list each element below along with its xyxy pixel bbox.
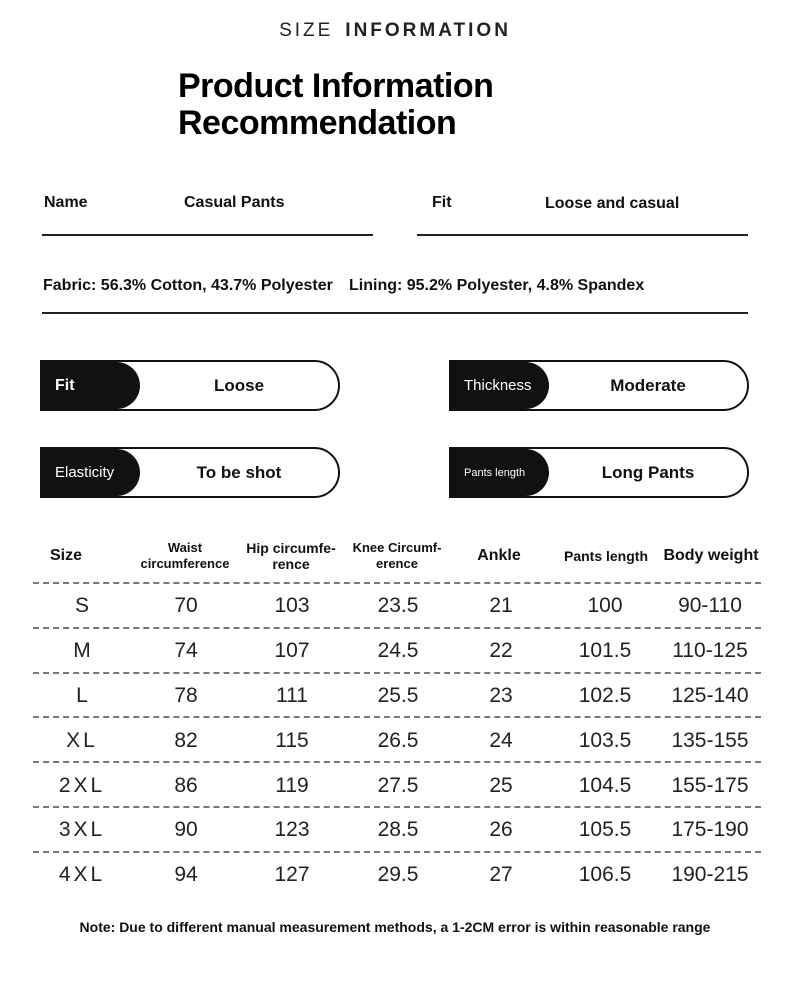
attribute-thickness — [449, 360, 749, 411]
cell-body-weight: 190-215 — [671, 863, 749, 887]
attribute-fit — [40, 360, 340, 411]
cell-waist: 94 — [174, 863, 198, 887]
cell-pants-length: 100 — [587, 594, 623, 618]
cell-ankle: 25 — [489, 773, 513, 797]
cell-size: 3XL — [58, 818, 106, 842]
cell-knee: 24.5 — [377, 639, 419, 663]
title-line-1: Product Information — [178, 67, 494, 105]
fabric-info — [42, 266, 748, 314]
lining-text: Lining: 95.2% Polyester, 4.8% Spandex — [349, 277, 645, 294]
table-header — [33, 530, 761, 582]
cell-pants-length: 106.5 — [578, 863, 632, 887]
cell-ankle: 21 — [489, 594, 513, 618]
cell-waist: 82 — [174, 728, 198, 752]
header-knee: Knee Circumf- erence — [352, 540, 442, 571]
attribute-value: Loose — [213, 375, 265, 395]
cell-knee: 26.5 — [377, 728, 419, 752]
cell-body-weight: 135-155 — [671, 728, 749, 752]
attribute-value: To be shot — [196, 462, 282, 482]
attribute-label: Fit — [42, 362, 140, 409]
cell-knee: 28.5 — [377, 818, 419, 842]
cell-size: M — [73, 639, 91, 663]
header-information-word: INFORMATION — [345, 20, 511, 41]
cell-hip: 107 — [274, 639, 310, 663]
cell-knee: 29.5 — [377, 863, 419, 887]
attribute-value: Moderate — [610, 375, 686, 395]
cell-body-weight: 155-175 — [671, 773, 749, 797]
name-value: Casual Pants — [184, 194, 285, 211]
table-row — [33, 851, 761, 896]
cell-waist: 78 — [174, 683, 198, 707]
cell-size: L — [76, 683, 88, 707]
cell-pants-length: 104.5 — [578, 773, 632, 797]
cell-pants-length: 105.5 — [578, 818, 632, 842]
title-line-2: Recommendation — [178, 104, 457, 142]
cell-body-weight: 90-110 — [678, 594, 742, 618]
cell-ankle: 22 — [489, 639, 513, 663]
cell-ankle: 23 — [489, 683, 513, 707]
cell-hip: 103 — [274, 594, 310, 618]
cell-ankle: 27 — [489, 863, 513, 887]
cell-hip: 115 — [275, 728, 309, 752]
cell-knee: 23.5 — [377, 594, 419, 618]
cell-body-weight: 125-140 — [671, 683, 749, 707]
cell-pants-length: 102.5 — [578, 683, 632, 707]
table-row — [33, 582, 761, 627]
cell-hip: 119 — [275, 773, 309, 797]
header-ankle: Ankle — [477, 547, 521, 564]
name-field — [42, 192, 373, 236]
header-size-word: SIZE — [279, 20, 334, 41]
fit-field — [417, 192, 748, 236]
cell-hip: 123 — [274, 818, 310, 842]
name-label: Name — [44, 194, 88, 211]
table-row — [33, 627, 761, 672]
attribute-label: Thickness — [451, 362, 549, 409]
cell-waist: 86 — [174, 773, 198, 797]
fabric-text: Fabric: 56.3% Cotton, 43.7% Polyester — [43, 277, 333, 294]
page-title — [178, 68, 493, 142]
table-row — [33, 672, 761, 717]
size-table — [33, 530, 761, 896]
cell-knee: 25.5 — [377, 683, 419, 707]
measurement-note: Note: Due to different manual measurement methods, a 1-2CM error is within reasonable range — [79, 919, 711, 935]
cell-pants-length: 101.5 — [578, 639, 632, 663]
header-body-weight: Body weight — [663, 547, 759, 564]
attribute-label: Pants length — [451, 449, 549, 496]
cell-size: 2XL — [58, 773, 106, 797]
cell-size: XL — [66, 728, 98, 752]
cell-ankle: 24 — [489, 728, 513, 752]
attribute-value: Long Pants — [601, 462, 695, 482]
cell-waist: 70 — [174, 594, 198, 618]
attribute-label: Elasticity — [42, 449, 140, 496]
cell-waist: 74 — [174, 639, 198, 663]
fit-label: Fit — [432, 194, 452, 211]
cell-body-weight: 175-190 — [671, 818, 749, 842]
header-pants-length: Pants length — [563, 548, 648, 564]
cell-hip: 111 — [276, 683, 308, 707]
attribute-elasticity — [40, 447, 340, 498]
cell-size: S — [74, 594, 89, 618]
attribute-pants-length — [449, 447, 749, 498]
cell-hip: 127 — [274, 863, 310, 887]
section-header — [0, 20, 790, 42]
cell-ankle: 26 — [489, 818, 513, 842]
header-hip: Hip circumfe- rence — [246, 540, 336, 572]
table-row — [33, 761, 761, 806]
cell-body-weight: 110-125 — [672, 639, 748, 663]
cell-knee: 27.5 — [377, 773, 419, 797]
table-row — [33, 806, 761, 851]
cell-size: 4XL — [58, 863, 106, 887]
cell-pants-length: 103.5 — [578, 728, 632, 752]
cell-waist: 90 — [174, 818, 198, 842]
fit-value: Loose and casual — [545, 195, 680, 212]
table-row — [33, 716, 761, 761]
header-size: Size — [49, 547, 82, 564]
header-waist: Waist circumference — [140, 540, 230, 571]
